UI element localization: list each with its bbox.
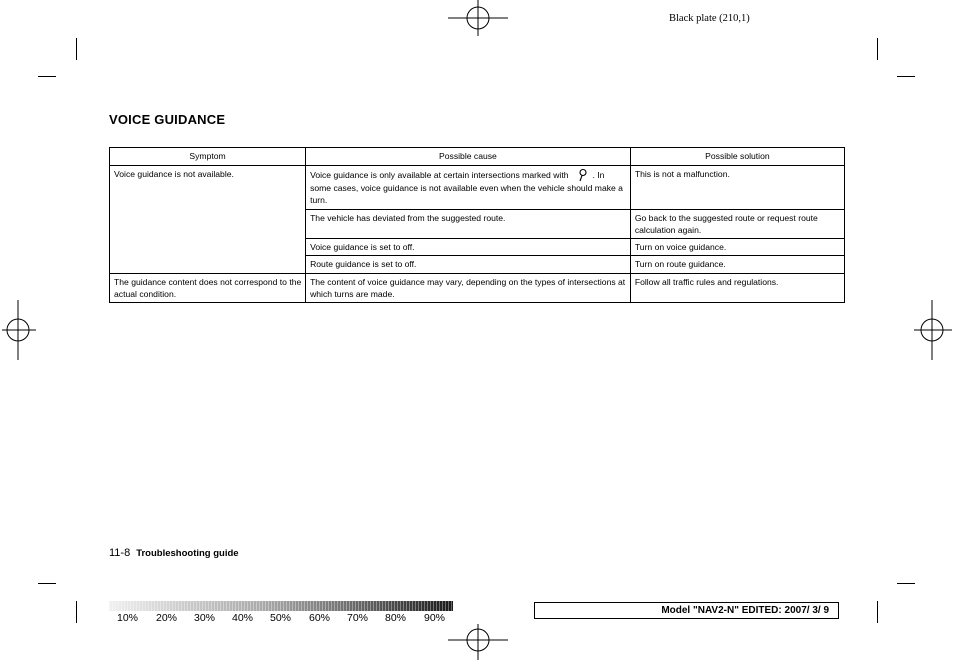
registration-top-icon	[448, 0, 508, 38]
gray-scale-label: 50%	[270, 612, 292, 624]
registration-left-icon	[0, 300, 38, 360]
cause-cell	[306, 166, 631, 210]
header-cause: Possible cause	[306, 148, 631, 166]
registration-bottom-icon	[448, 622, 508, 660]
table-header-row	[110, 148, 845, 166]
cause-text-continued: . In some cases, voice guidance is not available even when the vehicle should make a turn.	[310, 170, 623, 206]
cause-text: Voice guidance is only available at certain intersections marked with	[310, 170, 569, 180]
model-edit-box	[534, 602, 839, 619]
gray-scale-label: 20%	[156, 612, 178, 624]
footer-section-title: Troubleshooting guide	[136, 548, 239, 559]
header-symptom: Symptom	[110, 148, 306, 166]
symptom-cell: Voice guidance is not available.	[110, 166, 306, 274]
page-footer	[109, 547, 239, 559]
solution-cell: Turn on route guidance.	[630, 256, 844, 273]
troubleshooting-table	[109, 147, 845, 303]
cause-cell: The vehicle has deviated from the suggested route.	[306, 209, 631, 239]
registration-right-icon	[914, 300, 954, 360]
cause-cell: Voice guidance is set to off.	[306, 239, 631, 256]
model-edit-text: Model "NAV2-N" EDITED: 2007/ 3/ 9	[661, 605, 829, 616]
table-row	[110, 273, 845, 303]
symptom-cell: The guidance content does not correspond to the actual condition.	[110, 273, 306, 303]
cause-cell: Route guidance is set to off.	[306, 256, 631, 273]
gray-scale-label: 10%	[117, 612, 139, 624]
page-number: 11-8	[109, 547, 131, 559]
gray-scale-label: 40%	[232, 612, 254, 624]
section-title: VOICE GUIDANCE	[109, 112, 226, 127]
header-solution: Possible solution	[630, 148, 844, 166]
solution-cell: Go back to the suggested route or request route calculation again.	[630, 209, 844, 239]
gray-scale-label: 30%	[194, 612, 216, 624]
gray-scale-label: 90%	[424, 612, 446, 624]
gray-scale-label: 70%	[347, 612, 369, 624]
table-row	[110, 166, 845, 210]
solution-cell: This is not a malfunction.	[630, 166, 844, 210]
gray-scale-label: 80%	[385, 612, 407, 624]
cause-cell: The content of voice guidance may vary, depending on the types of intersections at which turns are made.	[306, 273, 631, 303]
gray-scale-label: 60%	[309, 612, 331, 624]
gray-scale-bar	[109, 601, 453, 611]
solution-cell: Turn on voice guidance.	[630, 239, 844, 256]
plate-label: Black plate (210,1)	[669, 13, 750, 24]
destination-pin-icon	[575, 168, 593, 182]
solution-cell: Follow all traffic rules and regulations.	[630, 273, 844, 303]
